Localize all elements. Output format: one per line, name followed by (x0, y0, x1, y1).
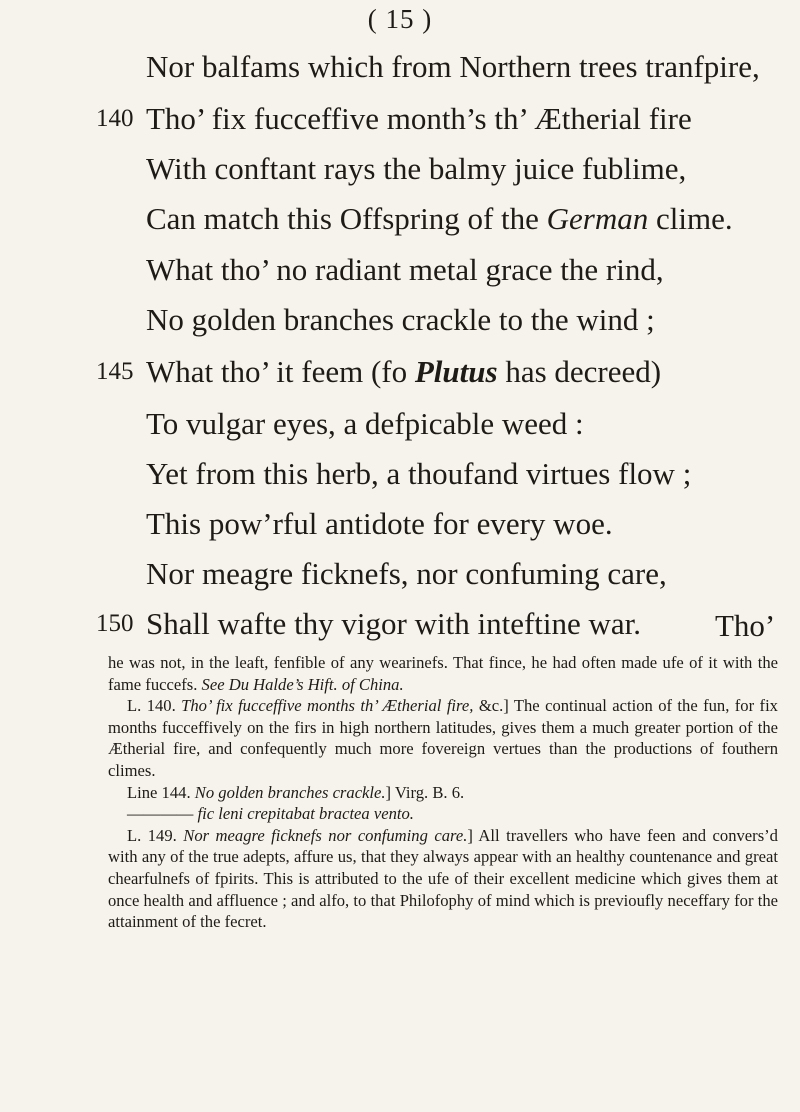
note-paragraph (108, 782, 778, 804)
note-line-ref: Line 144. (127, 782, 191, 802)
verse-line (0, 401, 800, 447)
page-number: ( 15 ) (367, 4, 433, 34)
verse-text: What tho’ no radiant metal grace the rind, (146, 252, 664, 287)
verse-text: No golden branches crackle to the wind ; (146, 302, 655, 337)
verse-italic: German (546, 201, 649, 236)
verse-text: Nor balfams which from Northern trees tranfpire, (146, 49, 760, 84)
note-paragraph (108, 803, 778, 825)
verse-line (0, 501, 800, 547)
note-text: ] Virg. B. 6. (385, 782, 465, 802)
verse-text-part: Can match this Offspring of the (146, 201, 547, 236)
footnotes (108, 652, 778, 933)
verse-line (0, 96, 800, 142)
note-paragraph (108, 652, 778, 695)
verse-text: Shall wafte thy vigor with inteftine war. (146, 606, 642, 641)
verse-italic: Plutus (414, 354, 498, 389)
note-text: ] All travellers who have feen and convers’d with any of the true adepts, affure us, that they always appear with an healthy countenance and great chearfulnefs of fpirits. This is attributed to the ufe of their excellent medicine which gives them at once health and affluence ; and alfo, to that Philofophy of mind which is previoufly neceffary for the attainment of the fecret. (108, 825, 778, 932)
verse-text: Yet from this herb, a thoufand virtues flow ; (146, 456, 692, 491)
verse-line (0, 196, 800, 242)
note-text: &c.] The continual action of the fun, for fix months fucceffively on the firs in high northern latitudes, gives them a much greater portion of the Ætherial fire, and confequently much more fovereign vertues than the productions of fouthern climes. (108, 696, 778, 780)
note-italic: Nor meagre ficknefs nor confuming care. (183, 825, 468, 845)
verse-text: Nor meagre ficknefs, nor confuming care, (146, 556, 667, 591)
verse-line (0, 349, 800, 395)
note-italic: No golden branches crackle. (194, 782, 386, 802)
verse-line (0, 297, 800, 343)
note-dash: ———— (127, 804, 194, 824)
verse-text: Tho’ fix fucceffive month’s th’ Ætherial fire (146, 101, 692, 136)
line-number: 145 (96, 358, 134, 385)
catchword: Tho’ (715, 608, 776, 643)
note-text: he was not, in the leaft, fenfible of any wearinefs. That fince, he had often made ufe of it with the fame fuccefs. (108, 653, 778, 694)
note-italic: fic leni crepitabat bractea vento. (197, 804, 414, 824)
note-italic: Tho’ fix fucceffive months th’ Ætherial fire, (181, 696, 474, 716)
note-paragraph (108, 695, 778, 781)
note-paragraph (108, 825, 778, 933)
note-line-ref: L. 149. (127, 825, 177, 845)
verse-line (0, 451, 800, 497)
verse-text: With conftant rays the balmy juice fublime, (146, 151, 687, 186)
verse-text-part: clime. (648, 201, 733, 236)
verse-text-part: has decreed) (497, 354, 662, 389)
verse-line (0, 551, 800, 597)
verse-text (146, 349, 661, 395)
note-line-ref: L. 140. (127, 696, 176, 716)
verse-line (0, 601, 800, 647)
verse-text: This pow’rful antidote for every woe. (146, 506, 613, 541)
verse-line (0, 44, 800, 90)
verse-text-part: What tho’ it feem (fo (146, 354, 415, 389)
verse-line (0, 247, 800, 293)
verse-text: To vulgar eyes, a defpicable weed : (146, 406, 584, 441)
line-number: 140 (96, 105, 134, 132)
verse-line (0, 146, 800, 192)
note-italic: Hift. of China. (307, 674, 404, 694)
verse-text (146, 196, 733, 242)
note-italic: See Du Halde’s (201, 674, 304, 694)
line-number: 150 (96, 610, 134, 637)
